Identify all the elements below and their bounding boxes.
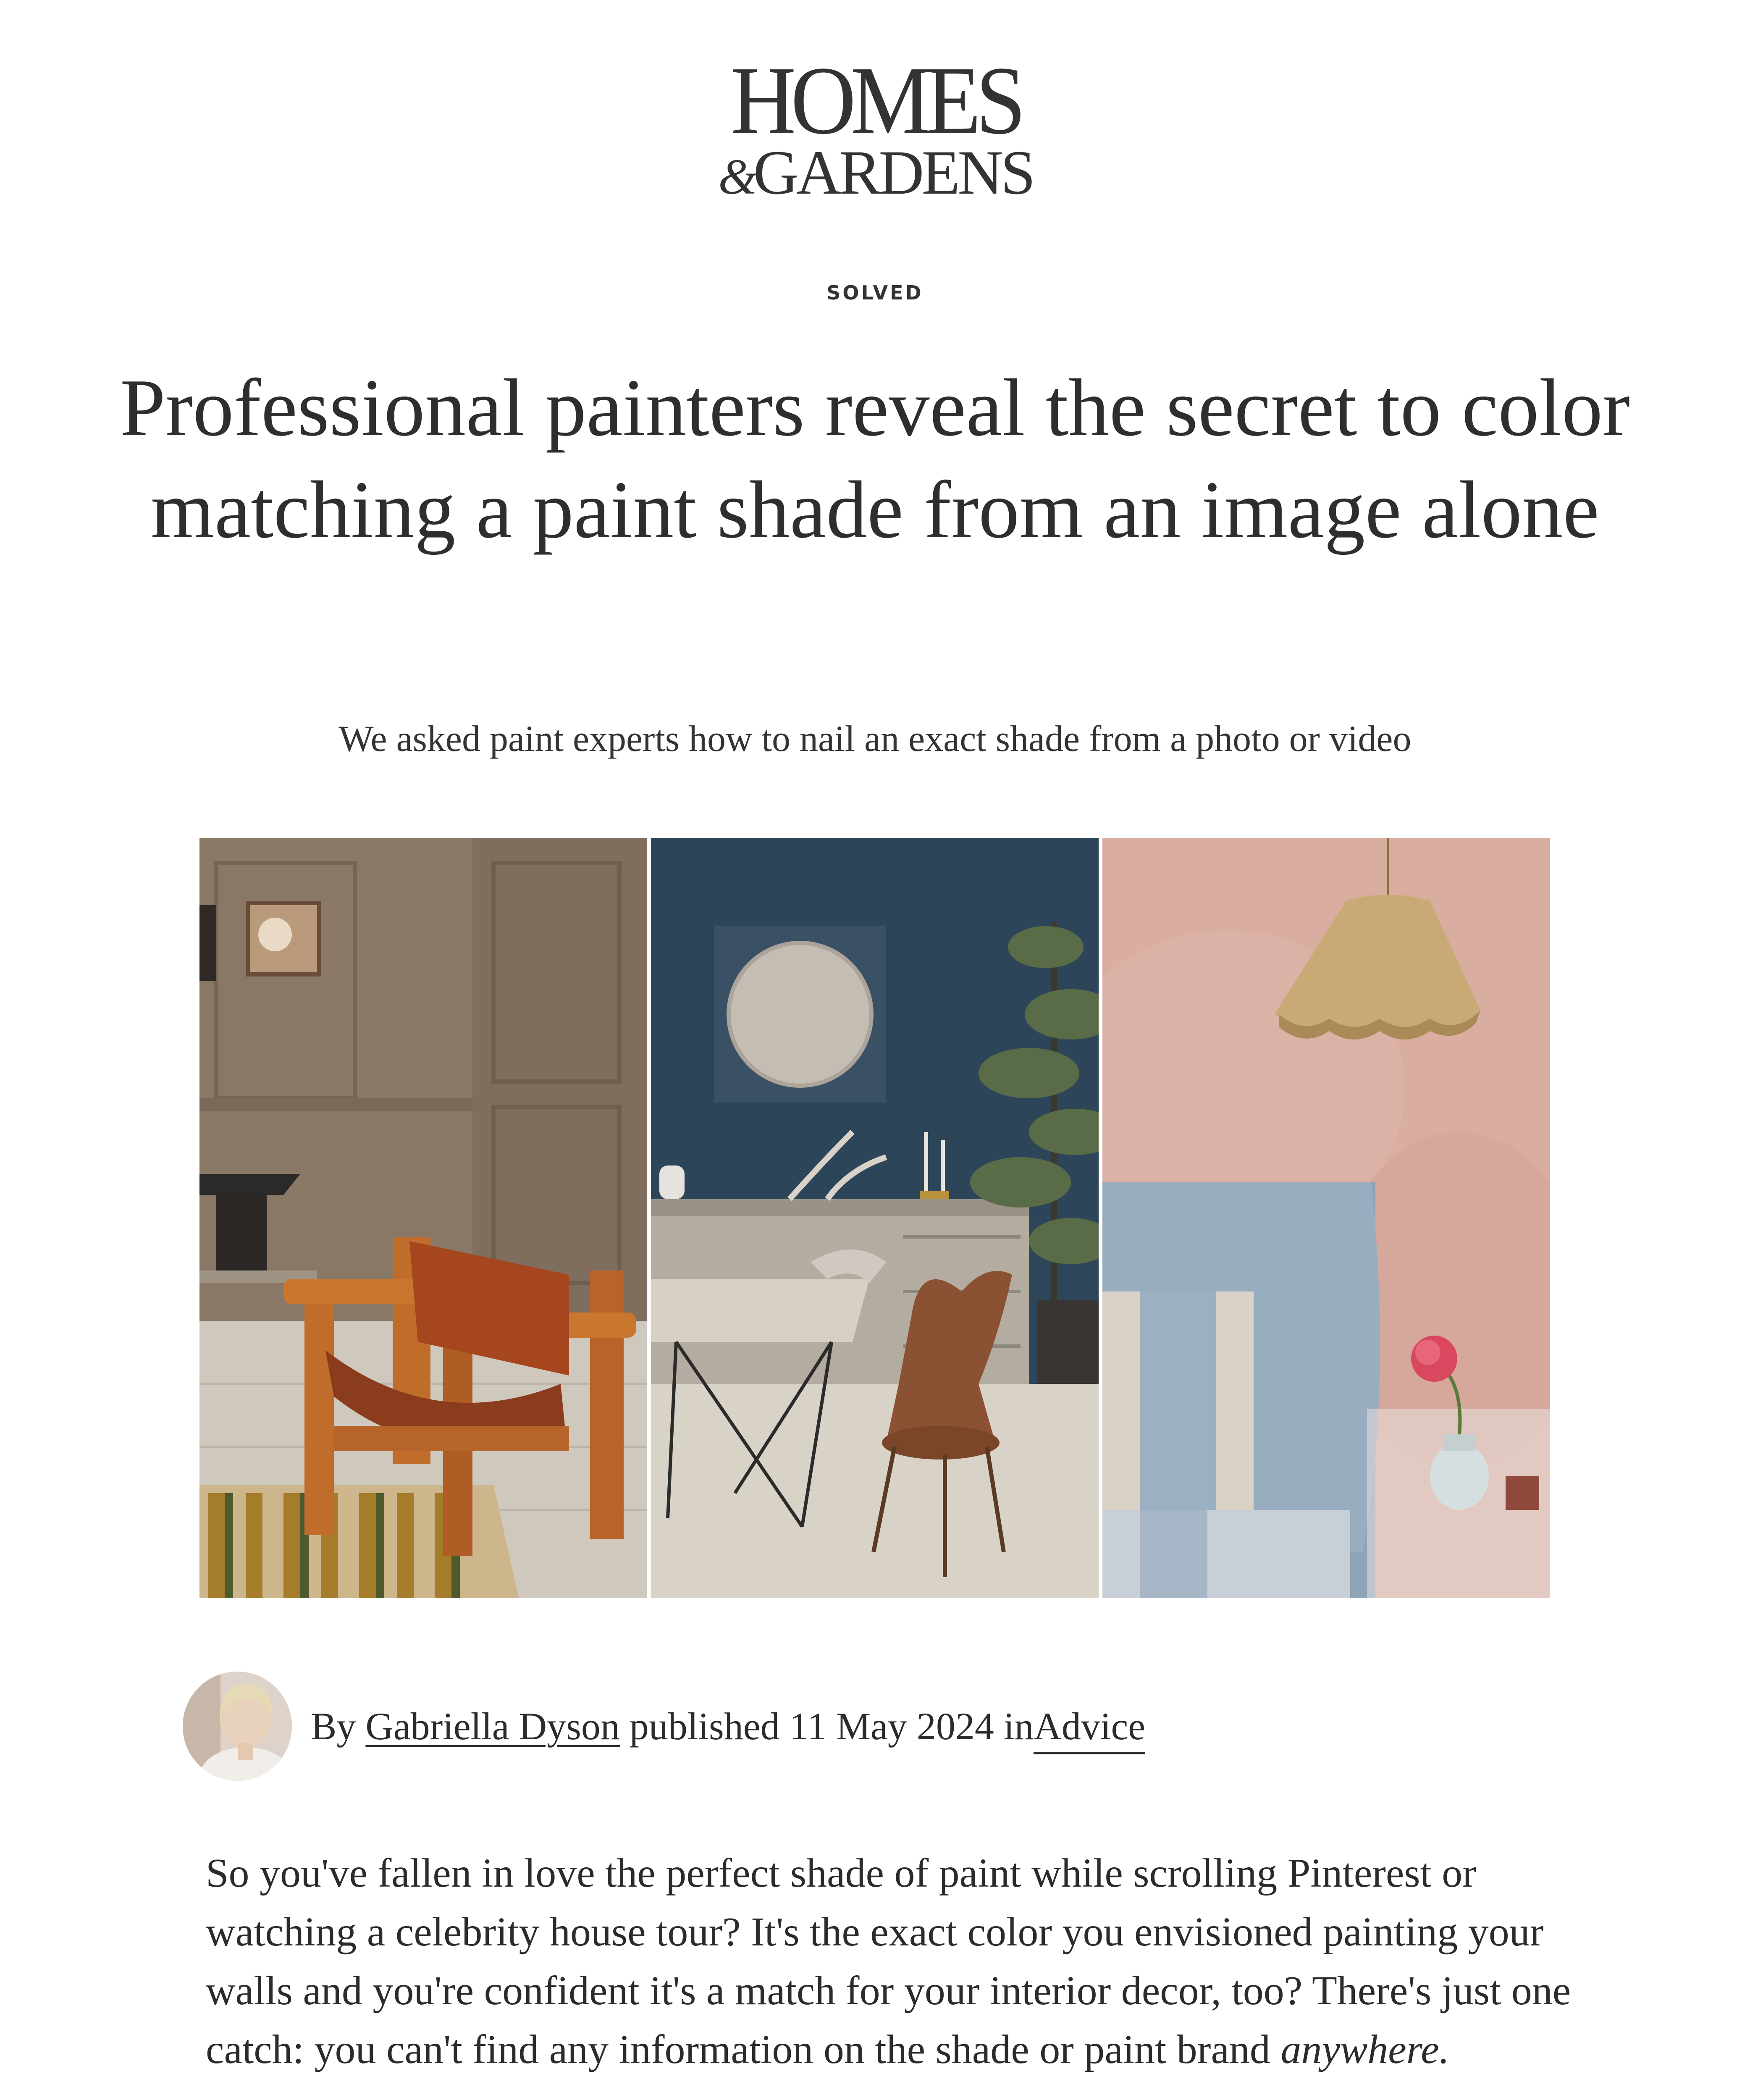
byline-published-label: published [629,1705,780,1748]
article-body [206,1844,1587,2100]
hero-image-taupe-room [199,838,647,1598]
byline-in-label: in [1003,1705,1034,1748]
paragraph-1-emphasis: anywhere. [1280,2027,1450,2072]
article-headline: Professional painters reveal the secret to color matching a paint shade from an image alone [120,362,1630,555]
author-avatar[interactable] [183,1672,292,1781]
publish-date: 11 May 2024 [789,1705,994,1748]
article-kicker: SOLVED [826,281,924,304]
hero-image-navy-dining-room [651,838,1099,1598]
hero-image-pink-bedroom [1102,838,1550,1598]
logo-gardens: GARDENS [753,138,1033,207]
site-logo[interactable] [651,47,1100,207]
logo-homes: HOMES [730,47,1021,155]
article-strapline: We asked paint experts how to nail an exact shade from a photo or video [338,719,1412,759]
author-link[interactable]: Gabriella Dyson [365,1705,620,1748]
logo-ampersand: & [718,149,753,205]
article-byline [183,1672,1611,1781]
category-link[interactable]: Advice [1034,1705,1145,1754]
hero-image-collage [199,838,1550,1598]
paragraph-1 [206,1844,1587,2079]
paragraph-1-text: So you've fallen in love the perfect shade of paint while scrolling Pinterest or watching a celebrity house tour? It's the exact color you envisioned painting your walls and you're confident it's a match for your interior decor, too? There's just one catch: you can't find any information on the shade or paint brand [206,1851,1571,2072]
byline-by: By [311,1705,356,1748]
